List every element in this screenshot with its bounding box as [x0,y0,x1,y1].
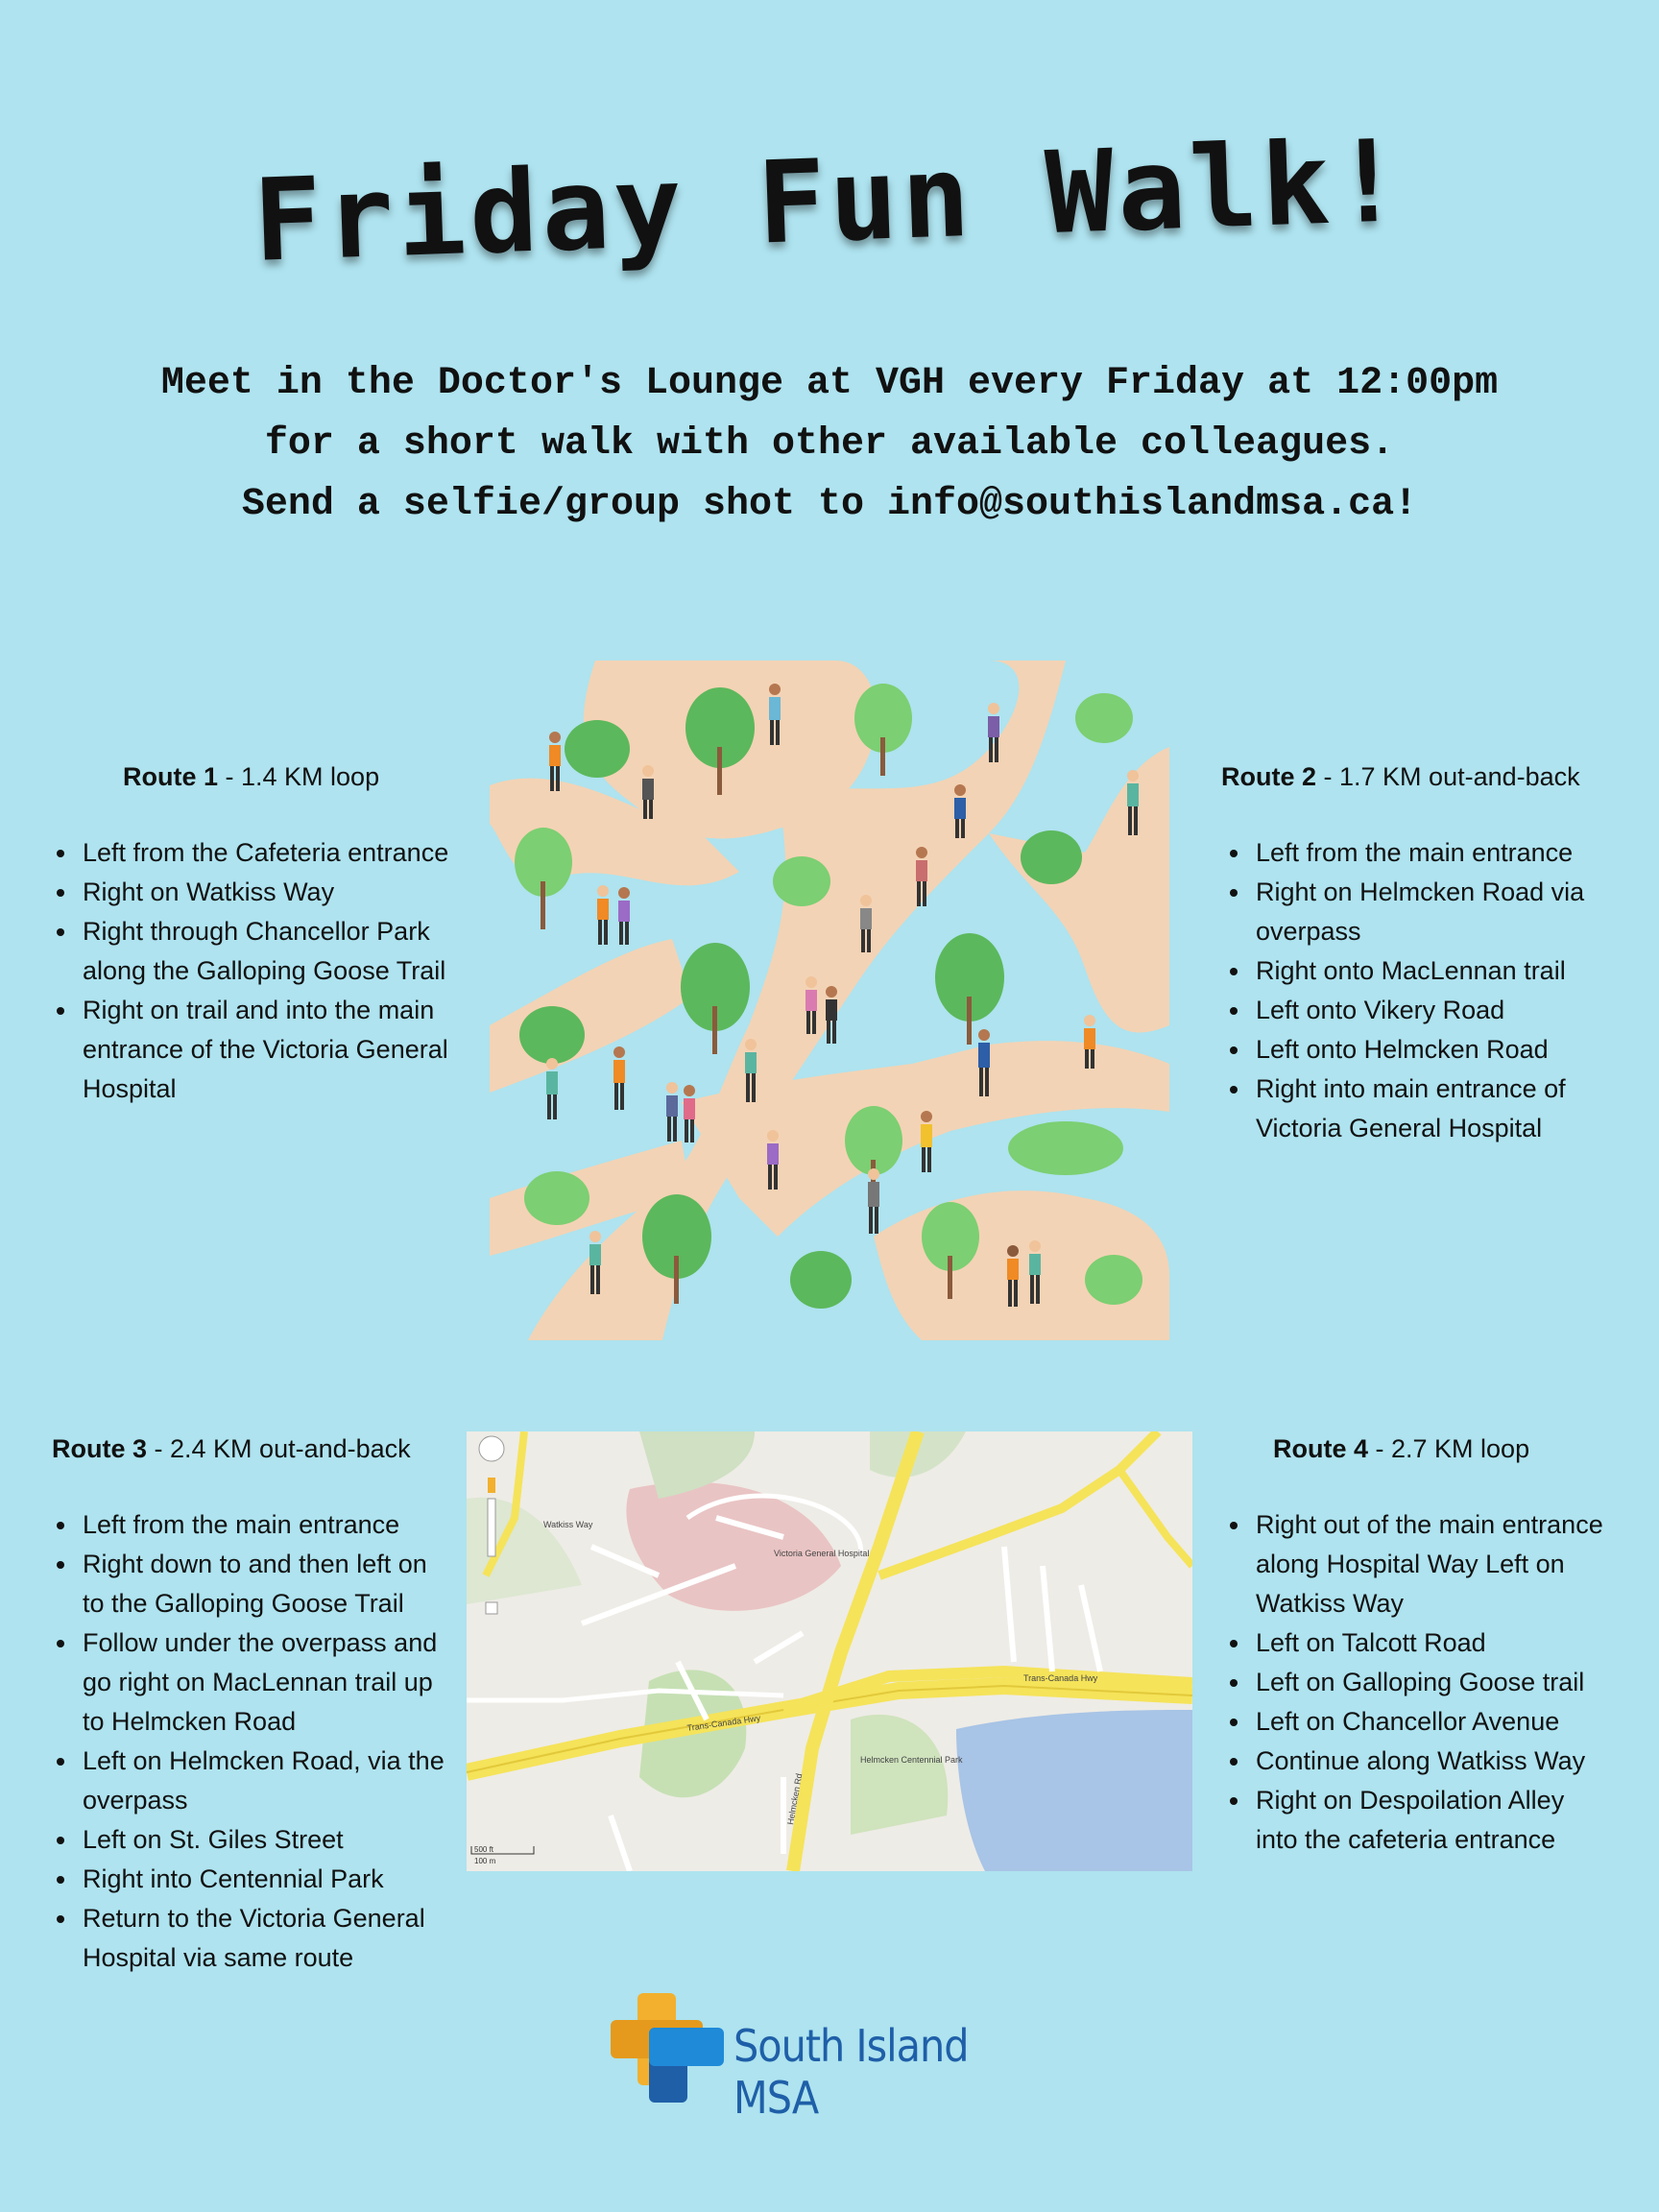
route-step: • Continue along Watkiss Way [1252,1742,1605,1781]
street-map [467,1431,1192,1871]
route-heading: Route 3 - 2.4 KM out-and-back [52,1434,411,1463]
logo-text: South Island MSA [733,2020,969,2124]
intro-line: for a short walk with other available colleagues. [264,422,1395,466]
map-label-park: Helmcken Centennial Park [860,1755,963,1765]
route-step: • Right into Centennial Park [79,1860,451,1899]
route-step: • Left on Chancellor Avenue [1252,1702,1605,1742]
route-heading: Route 2 - 1.7 KM out-and-back [1221,762,1580,791]
route-step: • Follow under the overpass and go right on MacLennan trail up to Helmcken Road [79,1623,451,1742]
route-step: • Left on St. Giles Street [79,1820,451,1860]
route-heading: Route 4 - 2.7 KM loop [1273,1434,1530,1463]
route-step: • Left onto Helmcken Road [1252,1030,1605,1070]
svg-text:100 m: 100 m [474,1857,496,1865]
page-title: Friday Fun Walk! [251,114,1408,287]
route-step: • Left from the main entrance [1252,833,1605,873]
medical-cross-icon [611,1993,726,2103]
route-step: • Right on Despoilation Alley into the cafeteria entrance [1252,1781,1605,1860]
route-step: • Right through Chancellor Park along the Galloping Goose Trail [79,912,451,991]
route-step: • Left on Galloping Goose trail [1252,1663,1605,1702]
map-label-watkiss: Watkiss Way [543,1520,593,1529]
intro-line: Meet in the Doctor's Lounge at VGH every Friday at 12:00pm [160,362,1499,405]
route-1 [48,757,451,1109]
map-label-hospital: Victoria General Hospital [774,1549,870,1558]
route-step: • Left onto Vikery Road [1252,991,1605,1030]
route-step: • Right into main entrance of Victoria General Hospital [1252,1070,1605,1148]
park-illustration [490,661,1169,1340]
route-step: • Right on Helmcken Road via overpass [1252,873,1605,951]
map-label-highway: Trans-Canada Hwy [685,1713,761,1733]
route-step: • Right out of the main entrance along Hospital Way Left on Watkiss Way [1252,1505,1605,1623]
route-step: • Return to the Victoria General Hospital via same route [79,1899,451,1978]
map-label-helmcken: Helmcken Rd [785,1772,805,1826]
route-steps [1221,1505,1605,1860]
route-step: • Right on Watkiss Way [79,873,451,912]
intro-text [0,353,1659,535]
route-step: • Left on Helmcken Road, via the overpass [79,1742,451,1820]
route-heading: Route 1 - 1.4 KM loop [123,762,380,791]
intro-line: Send a selfie/group shot to info@southislandmsa.ca! [241,483,1418,526]
route-4 [1221,1430,1605,1860]
route-step: • Left on Talcott Road [1252,1623,1605,1663]
route-step: • Right onto MacLennan trail [1252,951,1605,991]
route-steps [1221,833,1605,1148]
route-2 [1221,757,1605,1148]
organization-logo [611,1993,1052,2124]
route-3 [48,1430,451,1978]
route-step: • Right down to and then left on to the Galloping Goose Trail [79,1545,451,1623]
route-step: • Left from the main entrance [79,1505,451,1545]
svg-text:500 ft: 500 ft [474,1845,494,1854]
map-label-highway: Trans-Canada Hwy [1023,1673,1098,1683]
route-steps [48,833,451,1109]
route-step: • Left from the Cafeteria entrance [79,833,451,873]
route-step: • Right on trail and into the main entrance of the Victoria General Hospital [79,991,451,1109]
route-steps [48,1505,451,1978]
